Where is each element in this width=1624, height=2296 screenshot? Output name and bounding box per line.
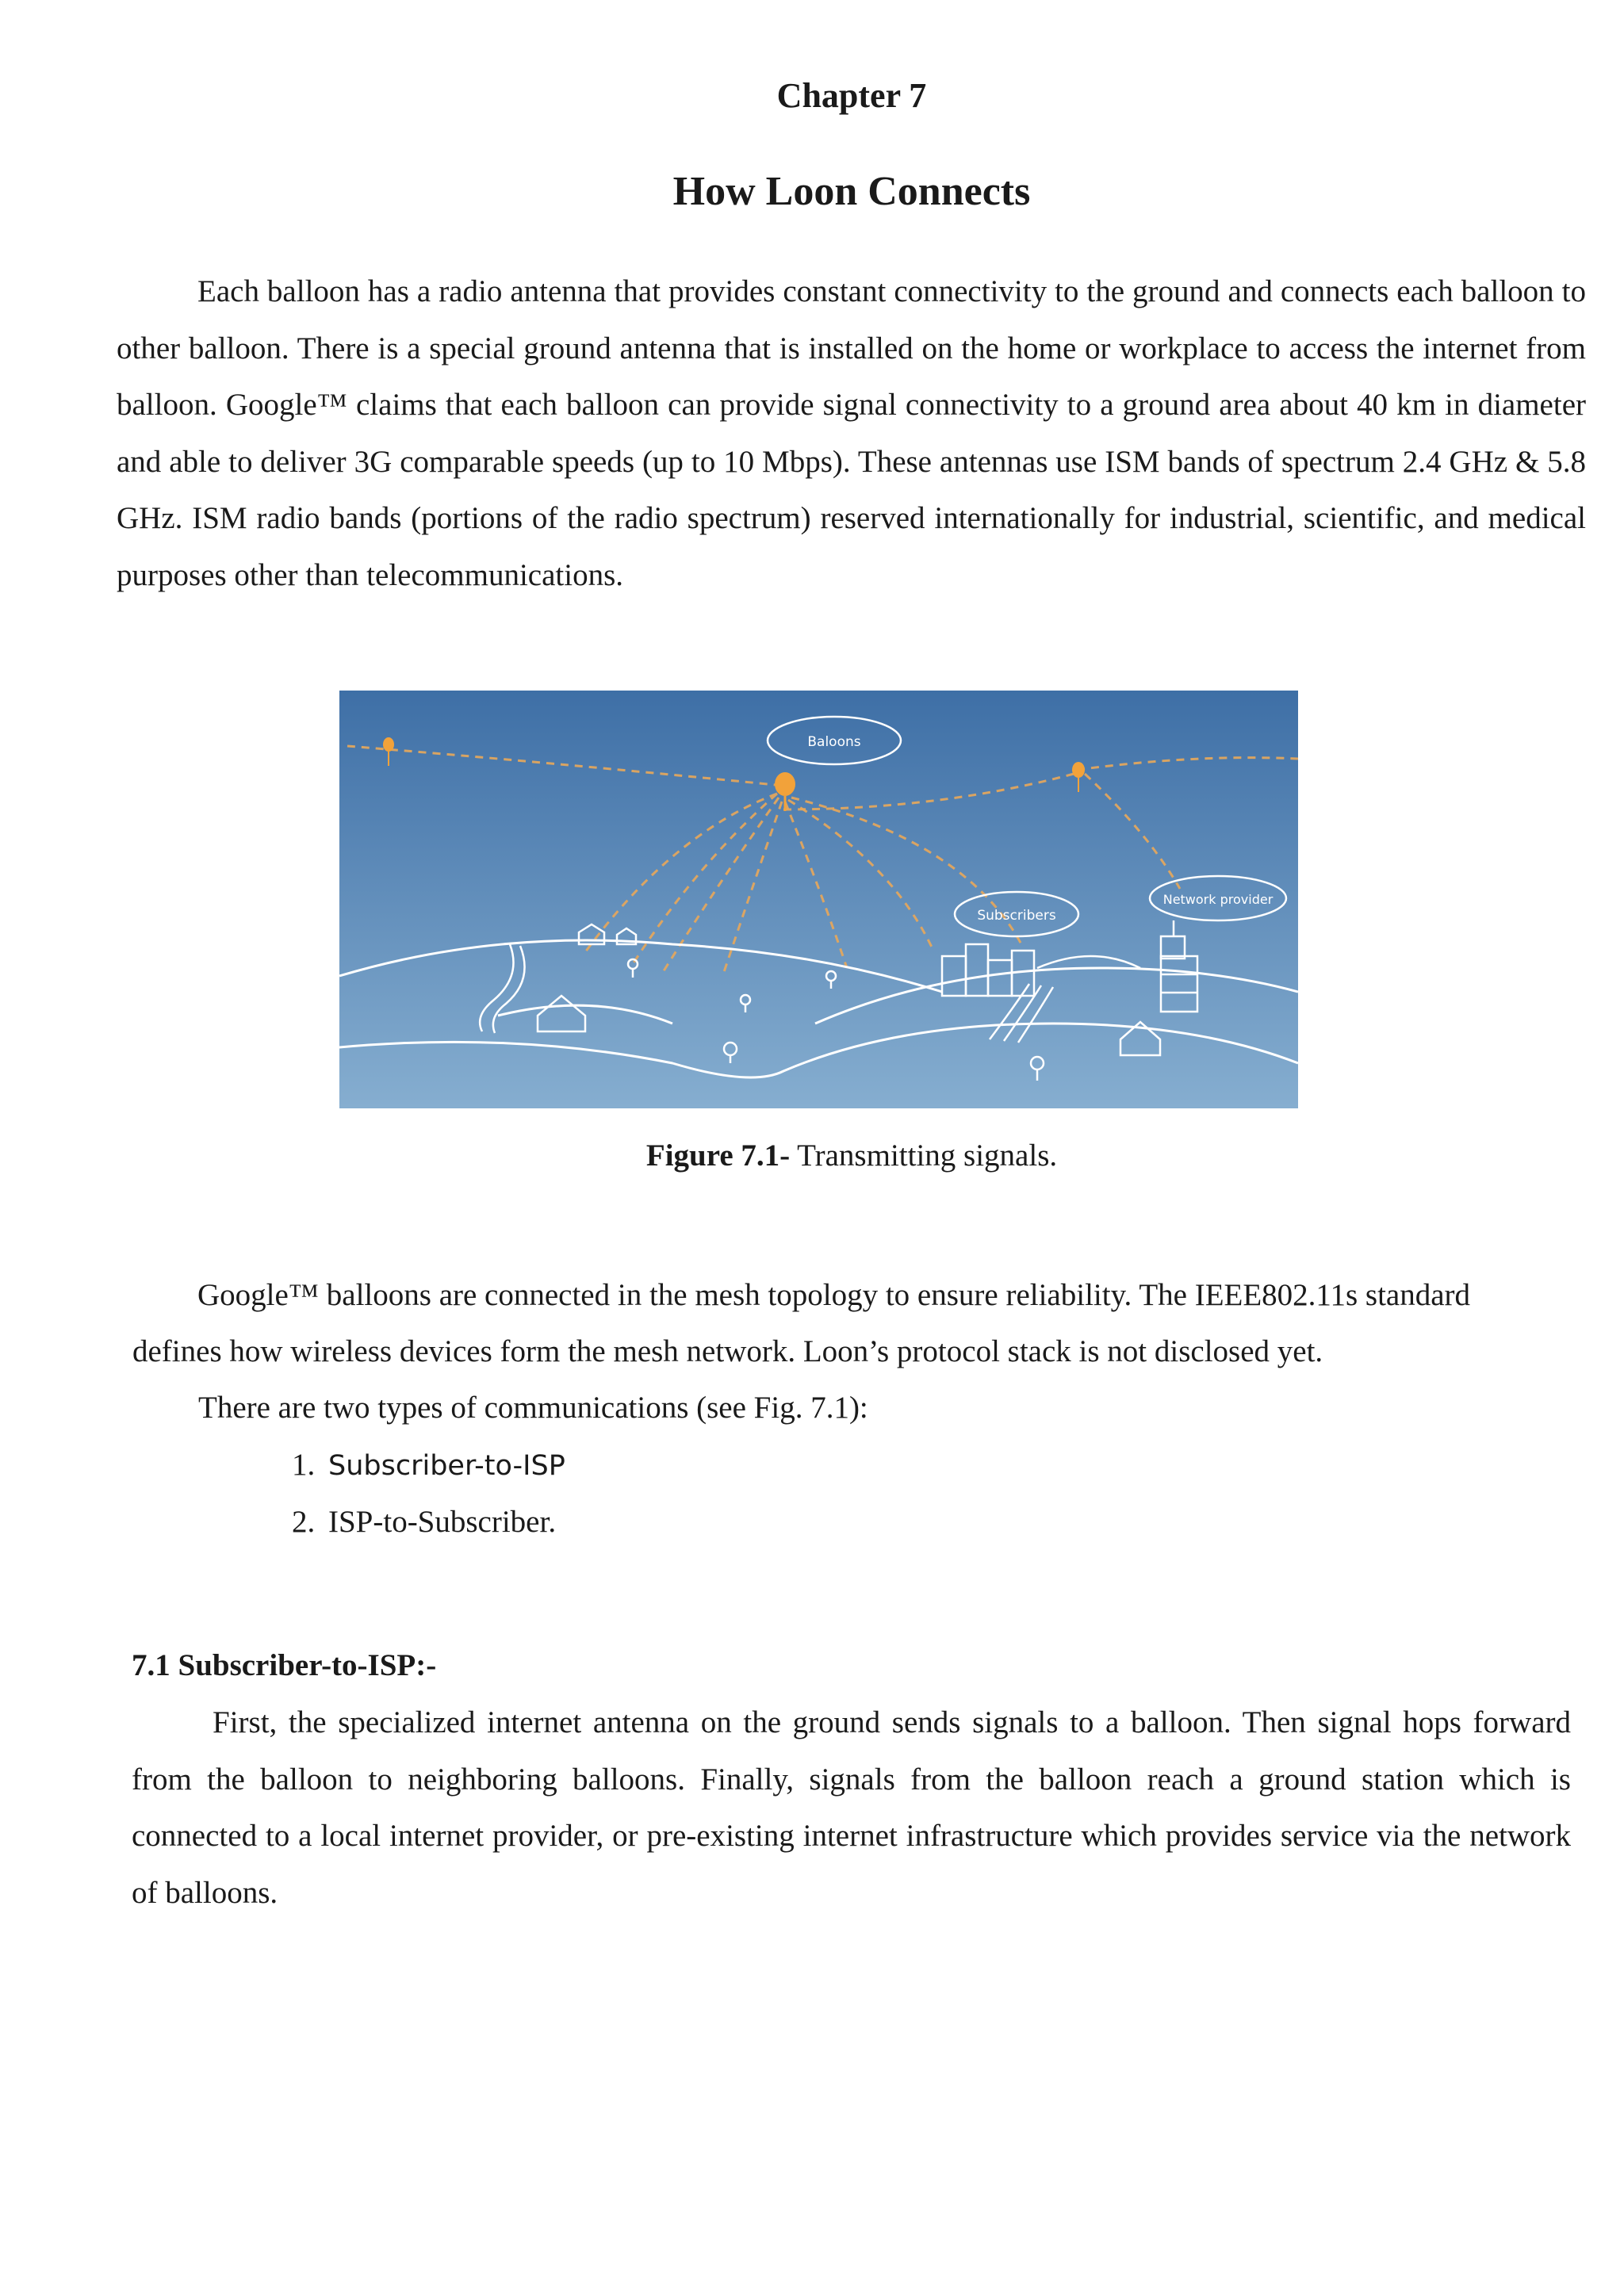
- section-paragraph: First, the specialized internet antenna on the ground sends signals to a balloon. Then signal hops forward from the balloon to neighboring balloons. Finally, signals from the balloon reach a ground station which is connected to a local internet provider, or pre-existing internet infrastructure which provides service via the network of balloons.: [132, 1705, 1571, 1910]
- network-provider-label: Network provider: [1162, 892, 1274, 907]
- chapter-title: How Loon Connects: [672, 169, 1031, 214]
- mesh-paragraph: Google™ balloons are connected in the mesh topology to ensure reliability. The IEEE802.11s standard defines how wireless devices form the mesh network. Loon’s protocol stack is not disclosed yet.: [132, 1278, 1471, 1368]
- list-number: 1.: [292, 1448, 316, 1482]
- figure-caption-label: Figure 7.1-: [645, 1138, 791, 1173]
- chapter-label: Chapter 7: [776, 76, 927, 115]
- sky-background: [339, 691, 1298, 1108]
- list-text: Subscriber-to-ISP: [328, 1450, 565, 1482]
- section-heading: 7.1 Subscriber-to-ISP:-: [132, 1648, 437, 1682]
- list-item: [292, 1494, 565, 1551]
- intro-paragraph: Each balloon has a radio antenna that provides constant connectivity to the ground and connects each balloon to other balloon. There is a special ground antenna that is installed on the home or workplace to access the internet from balloon. Google™ claims that each balloon can provide signal connectivity to a ground area about 40 km in diameter and able to deliver 3G comparable speeds (up to 10 Mbps). These antennas use ISM bands of spectrum 2.4 GHz & 5.8 GHz. ISM radio bands (portions of the radio spectrum) reserved internationally for industrial, scientific, and medical purposes other than telecommunications.: [117, 274, 1586, 592]
- loon-network-figure: [339, 691, 1298, 1108]
- communication-types-list: [292, 1437, 565, 1551]
- balloons-label: Baloons: [807, 734, 861, 750]
- list-number: 2.: [292, 1505, 316, 1539]
- types-intro: There are two types of communications (see Fig. 7.1):: [198, 1391, 868, 1425]
- figure-caption: [0, 1138, 1624, 1173]
- list-item: [292, 1437, 565, 1494]
- subscribers-label: Subscribers: [977, 908, 1056, 924]
- figure-caption-text: Transmitting signals.: [790, 1138, 1058, 1173]
- list-text: ISP-to-Subscriber.: [328, 1505, 557, 1539]
